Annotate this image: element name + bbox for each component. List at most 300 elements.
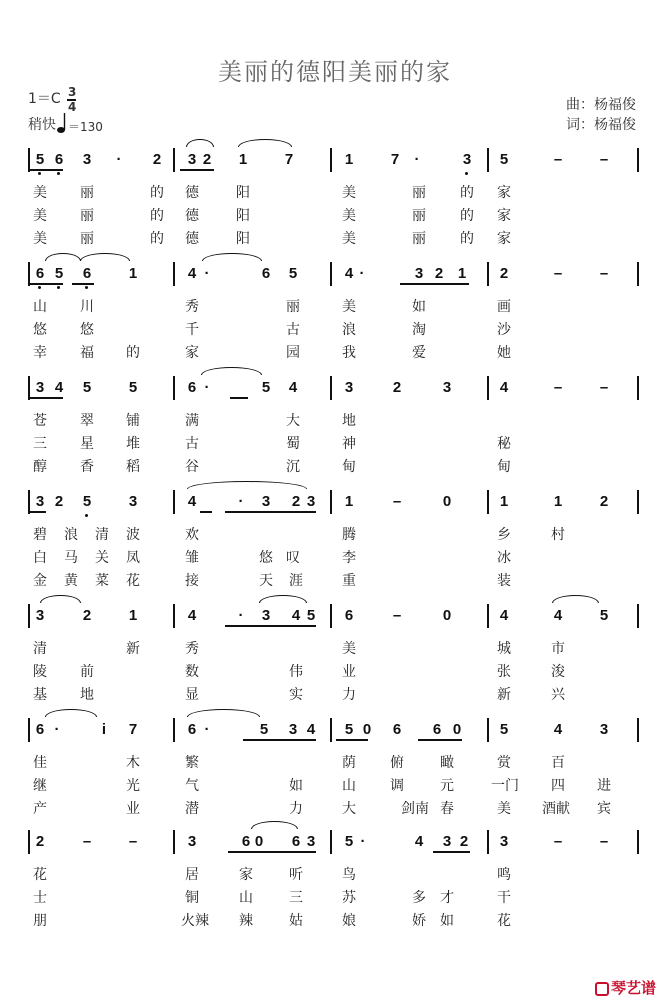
note: 3	[187, 151, 197, 168]
lyric-syllable: 城	[497, 641, 511, 657]
note: 4	[499, 607, 509, 624]
note: 2	[152, 151, 162, 168]
lyric-syllable: 丽	[412, 185, 426, 201]
lyric-syllable: 丽	[80, 208, 94, 224]
lyric-syllable: 丽	[80, 185, 94, 201]
lyric-syllable: 蜀	[286, 436, 300, 452]
lyric-syllable: 马	[64, 550, 78, 566]
note: 5	[128, 379, 138, 396]
lyric-syllable: 山	[33, 299, 47, 315]
lyric-syllable: 美	[342, 185, 356, 201]
barline	[173, 262, 175, 286]
barline	[330, 604, 332, 628]
lyric-syllable: 铜	[185, 890, 199, 906]
quarter-note-icon	[57, 112, 67, 134]
lyric-syllable: 居	[185, 867, 199, 883]
note: –	[553, 833, 563, 850]
lyric-syllable: 苏	[342, 890, 356, 906]
note: 4	[414, 833, 424, 850]
lyric-syllable: 业	[126, 801, 140, 817]
lyric-syllable: 星	[80, 436, 94, 452]
note: 5	[499, 721, 509, 738]
note: 2	[434, 265, 444, 282]
note: 3	[128, 493, 138, 510]
lyric-syllable: 腾	[342, 527, 356, 543]
key-signature: 1＝C	[28, 91, 61, 107]
beat-underline	[180, 169, 214, 171]
barline	[637, 376, 639, 400]
note: ·	[54, 721, 60, 738]
lyric-syllable: 多	[412, 890, 426, 906]
note: 5	[54, 265, 64, 282]
octave-dot-below	[465, 172, 468, 175]
note: 4	[187, 265, 197, 282]
note: 6	[432, 721, 442, 738]
time-signature-bottom: 4	[68, 100, 77, 114]
lyric-syllable: 干	[497, 890, 511, 906]
note: ·	[414, 151, 420, 168]
lyric-syllable: 辣	[239, 913, 253, 929]
lyric-syllable: 春	[440, 801, 454, 817]
lyric-syllable: 新	[126, 641, 140, 657]
barline	[173, 830, 175, 854]
note: 4	[553, 607, 563, 624]
lyric-syllable: 碧	[33, 527, 47, 543]
beat-underline	[400, 283, 469, 285]
lyric-syllable: 画	[497, 299, 511, 315]
lyric-syllable: 爱	[412, 345, 426, 361]
lyric-syllable: 四	[551, 778, 565, 794]
lyric-syllable: 美	[497, 801, 511, 817]
beat-underline	[228, 851, 316, 853]
tempo-label: 稍快	[28, 117, 56, 133]
lyric-syllable: 大	[286, 413, 300, 429]
time-signature-top: 3	[68, 85, 77, 99]
lyric-syllable: 沉	[286, 459, 300, 475]
lyric-syllable: 阳	[236, 208, 250, 224]
lyric-syllable: 美	[33, 231, 47, 247]
note: ·	[204, 379, 210, 396]
lyric-syllable: 白	[33, 550, 47, 566]
lyric-syllable: 继	[33, 778, 47, 794]
lyric-syllable: 清	[95, 527, 109, 543]
lyric-syllable: 美	[342, 299, 356, 315]
barline	[330, 262, 332, 286]
note: 3	[288, 721, 298, 738]
lyric-syllable: 市	[551, 641, 565, 657]
beat-underline	[225, 625, 316, 627]
note: 5	[35, 151, 45, 168]
lyric-syllable: 调	[390, 778, 404, 794]
barline	[173, 376, 175, 400]
lyric-syllable: 朋	[33, 913, 47, 929]
lyric-syllable: 冰	[497, 550, 511, 566]
beat-underline	[418, 739, 462, 741]
lyric-syllable: 鸣	[497, 867, 511, 883]
note: 1	[344, 493, 354, 510]
lyric-syllable: 宾	[597, 801, 611, 817]
tie-slur	[201, 367, 262, 375]
lyric-syllable: 娘	[342, 913, 356, 929]
barline	[487, 490, 489, 514]
note: 3	[414, 265, 424, 282]
lyric-syllable: 菜	[95, 573, 109, 589]
lyric-syllable: 鸟	[342, 867, 356, 883]
note: 2	[599, 493, 609, 510]
barline	[487, 604, 489, 628]
lyric-syllable: 福	[80, 345, 94, 361]
lyric-syllable: 甸	[497, 459, 511, 475]
lyric-syllable: 沙	[497, 322, 511, 338]
note: 5	[82, 493, 92, 510]
lyric-syllable: 淘	[412, 322, 426, 338]
note: 1	[238, 151, 248, 168]
lyric-syllable: 基	[33, 687, 47, 703]
lyric-syllable: 家	[185, 345, 199, 361]
lyric-syllable: 花	[497, 913, 511, 929]
note: 6	[187, 379, 197, 396]
lyric-syllable: 家	[497, 185, 511, 201]
beat-underline	[72, 283, 94, 285]
lyric-syllable: 的	[150, 231, 164, 247]
lyricist-credit: 词：杨福俊	[566, 117, 636, 133]
tie-slur	[202, 253, 262, 261]
note: 6	[291, 833, 301, 850]
beat-underline	[225, 511, 316, 513]
note: 3	[187, 833, 197, 850]
lyric-syllable: 山	[239, 890, 253, 906]
note: 3	[35, 493, 45, 510]
barline	[637, 830, 639, 854]
tie-slur	[238, 139, 292, 147]
barline	[173, 490, 175, 514]
lyric-syllable: 我	[342, 345, 356, 361]
note: 6	[35, 721, 45, 738]
start-barline	[28, 830, 30, 854]
lyric-syllable: 佳	[33, 755, 47, 771]
barline	[637, 148, 639, 172]
lyric-syllable: 浪	[342, 322, 356, 338]
lyric-syllable: 木	[126, 755, 140, 771]
lyric-syllable: 的	[460, 185, 474, 201]
barline	[330, 376, 332, 400]
lyric-syllable: 实	[289, 687, 303, 703]
note: 2	[202, 151, 212, 168]
lyric-syllable: 秀	[185, 299, 199, 315]
lyric-syllable: 美	[342, 641, 356, 657]
tie-slur	[186, 139, 214, 147]
note: ·	[204, 721, 210, 738]
note: 4	[54, 379, 64, 396]
note: ·	[116, 151, 122, 168]
lyric-syllable: 山	[342, 778, 356, 794]
lyric-syllable: 繁	[185, 755, 199, 771]
lyric-syllable: 阳	[236, 185, 250, 201]
note: 6	[344, 607, 354, 624]
lyric-syllable: 园	[286, 345, 300, 361]
note: 2	[54, 493, 64, 510]
lyric-syllable: 新	[497, 687, 511, 703]
tie-slur	[40, 595, 81, 603]
barline	[637, 490, 639, 514]
note: 4	[306, 721, 316, 738]
lyric-syllable: 如	[289, 778, 303, 794]
lyric-syllable: 古	[185, 436, 199, 452]
lyric-syllable: 荫	[342, 755, 356, 771]
lyric-syllable: 力	[289, 801, 303, 817]
beat-underline	[433, 851, 470, 853]
lyric-syllable: 美	[33, 208, 47, 224]
lyric-syllable: 力	[342, 687, 356, 703]
lyric-syllable: 如	[412, 299, 426, 315]
beat-underline	[29, 397, 63, 399]
note: 5	[82, 379, 92, 396]
note: ·	[204, 265, 210, 282]
note: ·	[238, 493, 244, 510]
lyric-syllable: 进	[597, 778, 611, 794]
lyric-syllable: 的	[460, 231, 474, 247]
lyric-syllable: 悠	[259, 550, 273, 566]
lyric-syllable: 苍	[33, 413, 47, 429]
barline	[330, 148, 332, 172]
lyric-syllable: 剑南	[401, 801, 429, 817]
note: 7	[284, 151, 294, 168]
note: 1	[457, 265, 467, 282]
tie-slur	[80, 253, 130, 261]
lyric-syllable: 产	[33, 801, 47, 817]
lyric-syllable: 瞰	[440, 755, 454, 771]
beat-underline	[29, 283, 63, 285]
barline	[487, 830, 489, 854]
beat-underline	[336, 739, 368, 741]
lyric-syllable: 悠	[80, 322, 94, 338]
note: –	[128, 833, 138, 850]
lyric-syllable: 显	[185, 687, 199, 703]
lyric-syllable: 花	[33, 867, 47, 883]
lyric-syllable: 陵	[33, 664, 47, 680]
lyric-syllable: 铺	[126, 413, 140, 429]
lyric-syllable: 香	[80, 459, 94, 475]
note: 3	[442, 379, 452, 396]
note: 2	[392, 379, 402, 396]
octave-dot-below	[57, 286, 60, 289]
note: 2	[35, 833, 45, 850]
note: 5	[261, 379, 271, 396]
lyric-syllable: 浚	[551, 664, 565, 680]
lyric-syllable: 波	[126, 527, 140, 543]
note: 6	[261, 265, 271, 282]
lyric-syllable: 丽	[80, 231, 94, 247]
note: 5	[344, 721, 354, 738]
note: 6	[82, 265, 92, 282]
note: 3	[261, 607, 271, 624]
tie-slur	[259, 595, 307, 603]
tie-slur	[251, 821, 298, 829]
lyric-syllable: 的	[126, 345, 140, 361]
lyric-syllable: 村	[551, 527, 565, 543]
note: 6	[35, 265, 45, 282]
lyric-syllable: 古	[286, 322, 300, 338]
note: 3	[462, 151, 472, 168]
note: ·	[360, 833, 366, 850]
barline	[173, 148, 175, 172]
note: –	[599, 833, 609, 850]
lyric-syllable: 如	[440, 913, 454, 929]
note: ·	[238, 607, 244, 624]
note: 1	[344, 151, 354, 168]
octave-dot-below	[85, 514, 88, 517]
beat-underline	[29, 511, 46, 513]
barline	[487, 376, 489, 400]
lyric-syllable: 伟	[289, 664, 303, 680]
barline	[487, 262, 489, 286]
note: 5	[344, 833, 354, 850]
composer-credit: 曲：杨福俊	[566, 97, 636, 113]
lyric-syllable: 黄	[64, 573, 78, 589]
note: 3	[499, 833, 509, 850]
note: 2	[499, 265, 509, 282]
lyric-syllable: 德	[185, 208, 199, 224]
note: 6	[187, 721, 197, 738]
note: 5	[306, 607, 316, 624]
note: 0	[452, 721, 462, 738]
note: 5	[288, 265, 298, 282]
lyric-syllable: 幸	[33, 345, 47, 361]
lyric-syllable: 涯	[289, 573, 303, 589]
note: 0	[254, 833, 264, 850]
note: 2	[291, 493, 301, 510]
lyric-syllable: 的	[150, 185, 164, 201]
lyric-syllable: 三	[33, 436, 47, 452]
barline	[330, 830, 332, 854]
note: –	[553, 151, 563, 168]
lyric-syllable: 家	[497, 208, 511, 224]
lyric-syllable: 重	[342, 573, 356, 589]
lyric-syllable: 秘	[497, 436, 511, 452]
note: 2	[82, 607, 92, 624]
lyric-syllable: 接	[185, 573, 199, 589]
tie-slur	[45, 253, 81, 261]
lyric-syllable: 稻	[126, 459, 140, 475]
lyric-syllable: 秀	[185, 641, 199, 657]
logo-icon	[595, 982, 609, 996]
note: –	[553, 265, 563, 282]
lyric-syllable: 大	[342, 801, 356, 817]
note: 3	[261, 493, 271, 510]
song-title: 美丽的德阳美丽的家	[218, 58, 452, 86]
lyric-syllable: 家	[239, 867, 253, 883]
lyric-syllable: 凤	[126, 550, 140, 566]
lyric-syllable: 火辣	[181, 913, 209, 929]
barline	[173, 604, 175, 628]
lyric-syllable: 三	[289, 890, 303, 906]
note: 5	[259, 721, 269, 738]
octave-dot-below	[38, 172, 41, 175]
lyric-syllable: 醇	[33, 459, 47, 475]
barline	[637, 604, 639, 628]
lyric-syllable: 满	[185, 413, 199, 429]
lyric-syllable: 堆	[126, 436, 140, 452]
lyric-syllable: 翠	[80, 413, 94, 429]
note: –	[553, 379, 563, 396]
lyric-syllable: 德	[185, 231, 199, 247]
lyric-syllable: 欢	[185, 527, 199, 543]
note: 3	[599, 721, 609, 738]
barline	[330, 490, 332, 514]
lyric-syllable: 酒献	[542, 801, 570, 817]
note: –	[392, 607, 402, 624]
lyric-syllable: 德	[185, 185, 199, 201]
lyric-syllable: 阳	[236, 231, 250, 247]
barline	[637, 262, 639, 286]
note: 1	[553, 493, 563, 510]
note: 6	[241, 833, 251, 850]
lyric-syllable: 装	[497, 573, 511, 589]
lyric-syllable: 地	[80, 687, 94, 703]
lyric-syllable: 美	[342, 231, 356, 247]
note: 3	[306, 833, 316, 850]
note: 0	[442, 607, 452, 624]
barline	[487, 718, 489, 742]
note: 3	[344, 379, 354, 396]
note: 3	[82, 151, 92, 168]
lyric-syllable: 士	[33, 890, 47, 906]
lyric-syllable: 数	[185, 664, 199, 680]
barline	[637, 718, 639, 742]
note: –	[599, 265, 609, 282]
lyric-syllable: 的	[150, 208, 164, 224]
lyric-syllable: 乡	[497, 527, 511, 543]
lyric-syllable: 丽	[412, 208, 426, 224]
note: 6	[392, 721, 402, 738]
note: 3	[35, 607, 45, 624]
lyric-syllable: 赏	[497, 755, 511, 771]
lyric-syllable: 甸	[342, 459, 356, 475]
note: 4	[291, 607, 301, 624]
lyric-syllable: 李	[342, 550, 356, 566]
lyric-syllable: 清	[33, 641, 47, 657]
note: i	[101, 721, 107, 738]
note: 7	[390, 151, 400, 168]
site-logo	[595, 977, 656, 998]
note: –	[392, 493, 402, 510]
lyric-syllable: 天	[259, 573, 273, 589]
logo-text: 琴艺谱	[610, 979, 656, 997]
lyric-syllable: 的	[460, 208, 474, 224]
beat-underline	[29, 169, 63, 171]
lyric-syllable: 叹	[286, 550, 300, 566]
note: 1	[499, 493, 509, 510]
note: 1	[128, 607, 138, 624]
lyric-syllable: 美	[342, 208, 356, 224]
tie-slur	[187, 481, 307, 489]
lyric-syllable: 花	[126, 573, 140, 589]
lyric-syllable: 浪	[64, 527, 78, 543]
lyric-syllable: 气	[185, 778, 199, 794]
lyric-syllable: 兴	[551, 687, 565, 703]
lyric-syllable: 丽	[286, 299, 300, 315]
note: 2	[459, 833, 469, 850]
lyric-syllable: 姑	[289, 913, 303, 929]
note: 3	[35, 379, 45, 396]
lyric-syllable: 俯	[390, 755, 404, 771]
beat-underline	[200, 511, 212, 513]
note: 4	[187, 493, 197, 510]
note: –	[82, 833, 92, 850]
lyric-syllable: 百	[551, 755, 565, 771]
note: 4	[499, 379, 509, 396]
note: 7	[128, 721, 138, 738]
